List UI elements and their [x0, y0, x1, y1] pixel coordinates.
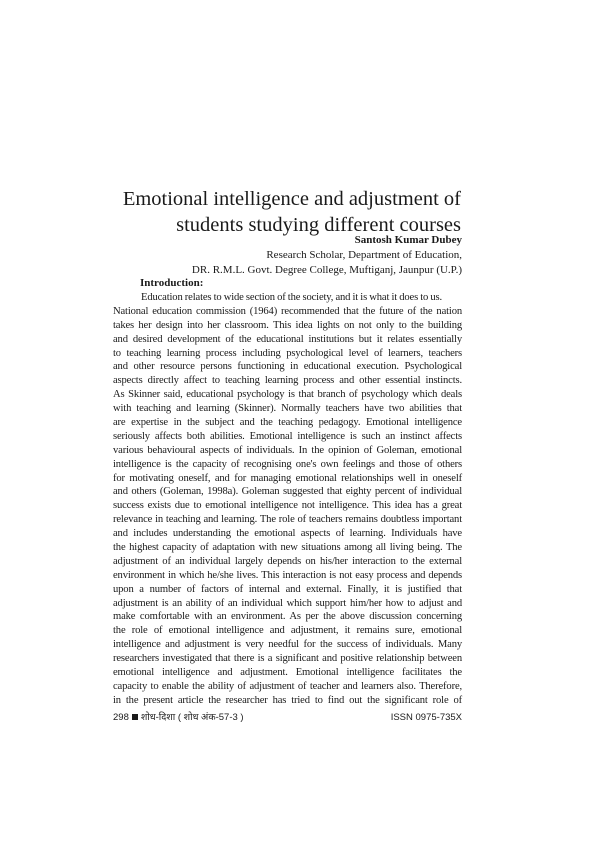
article-title [100, 186, 461, 238]
body-line: with teaching and learning (Skinner). Normally teachers have two abilities that [113, 403, 462, 415]
body-line: various behavioural aspects of individuals. In the opinion of Goleman, emotional [113, 444, 462, 456]
section-heading: Introduction: [140, 277, 204, 289]
body-line: seriously affects both abilities. Emotional intelligence is such an instinct affects [113, 430, 462, 442]
affiliation-line-1: Research Scholar, Department of Education, [266, 249, 462, 261]
body-line: researchers investigated that there is a significant and positive relationship between [113, 653, 462, 665]
author-name: Santosh Kumar Dubey [354, 234, 462, 246]
body-line: takes her design into her classroom. This idea lights on not only to the building [113, 319, 462, 331]
body-line: for motivating oneself, and for managing emotional relationships well in oneself [113, 472, 462, 484]
body-line: the role of emotional intelligence and adjustment, it remains sure, emotional [113, 625, 462, 637]
body-line: As Skinner said, educational psychology is that branch of psychology which deals [113, 389, 462, 401]
body-line: Education relates to wide section of the society, and it is what it does to us. [141, 292, 442, 303]
body-line: National education commission (1964) recommended that the future of the nation [113, 305, 462, 317]
body-line: are expertise in the subject and the teaching pedagogy. Emotional intelligence [113, 417, 462, 429]
body-paragraph [113, 291, 462, 708]
body-line: and includes understanding the emotional aspects of learning. Individuals have [113, 528, 462, 540]
body-line: and others (Goleman, 1998a). Goleman suggested that eighty percent of individual [113, 486, 462, 498]
body-line: upon a number of factors of internal and external. Finally, it is justified that [113, 583, 462, 595]
page-number: 298 [113, 712, 129, 723]
body-line: environment in which he/she lives. This interaction is not easy process and depends [113, 569, 462, 581]
affiliation-line-2: DR. R.M.L. Govt. Degree College, Muftiganj, Jaunpur (U.P.) [191, 264, 462, 276]
title-line-1: Emotional intelligence and adjustment of [122, 188, 461, 210]
body-line: in the present article the researcher has tried to find out the significant role of [113, 694, 462, 706]
body-line: relevance in teaching and learning. The role of teachers remains doubtless important [113, 514, 462, 526]
body-line: adjustment is an ability of an individual which support him/her how to adjust and [113, 597, 462, 609]
body-line: success exists due to emotional intelligence not intelligence. This idea has a great [113, 500, 462, 512]
body-line: and other resource persons functioning in educational execution. Psychological [113, 361, 462, 373]
title-line-2: students studying different courses [176, 214, 461, 236]
body-line: intelligence and adjustment is very needful for the success of individuals. Many [113, 639, 462, 651]
body-line: to teaching learning process including psychological level of learners, teachers [113, 347, 462, 359]
body-line: make comfortable with an environment. As per the above discussion concerning [113, 611, 462, 623]
body-line: emotional intelligence and adjustment. Emotional intelligence facilitates the [113, 667, 462, 679]
footer-issn: ISSN 0975-735X [390, 712, 462, 723]
body-line: intelligence is the capacity of recognising one's own feelings and those of others [113, 458, 462, 470]
body-line: aspects directly affect to teaching learning process and other essential instincts. [113, 375, 462, 387]
body-line: adjustment of an individual largely depends on his/her interaction to the external [113, 555, 462, 567]
body-line: the highest capacity of adaptation with new situations among all living being. The [113, 542, 462, 554]
square-bullet-icon [132, 714, 138, 720]
body-line: and desired development of the educational institutions but it relates essentially [113, 333, 462, 345]
footer-journal [113, 712, 244, 724]
body-line: capacity to enable the ability of adjustment of teacher and learners also. Therefore, [113, 680, 462, 692]
journal-name: शोध-दिशा ( शोध अंक-57-3 ) [140, 712, 244, 723]
